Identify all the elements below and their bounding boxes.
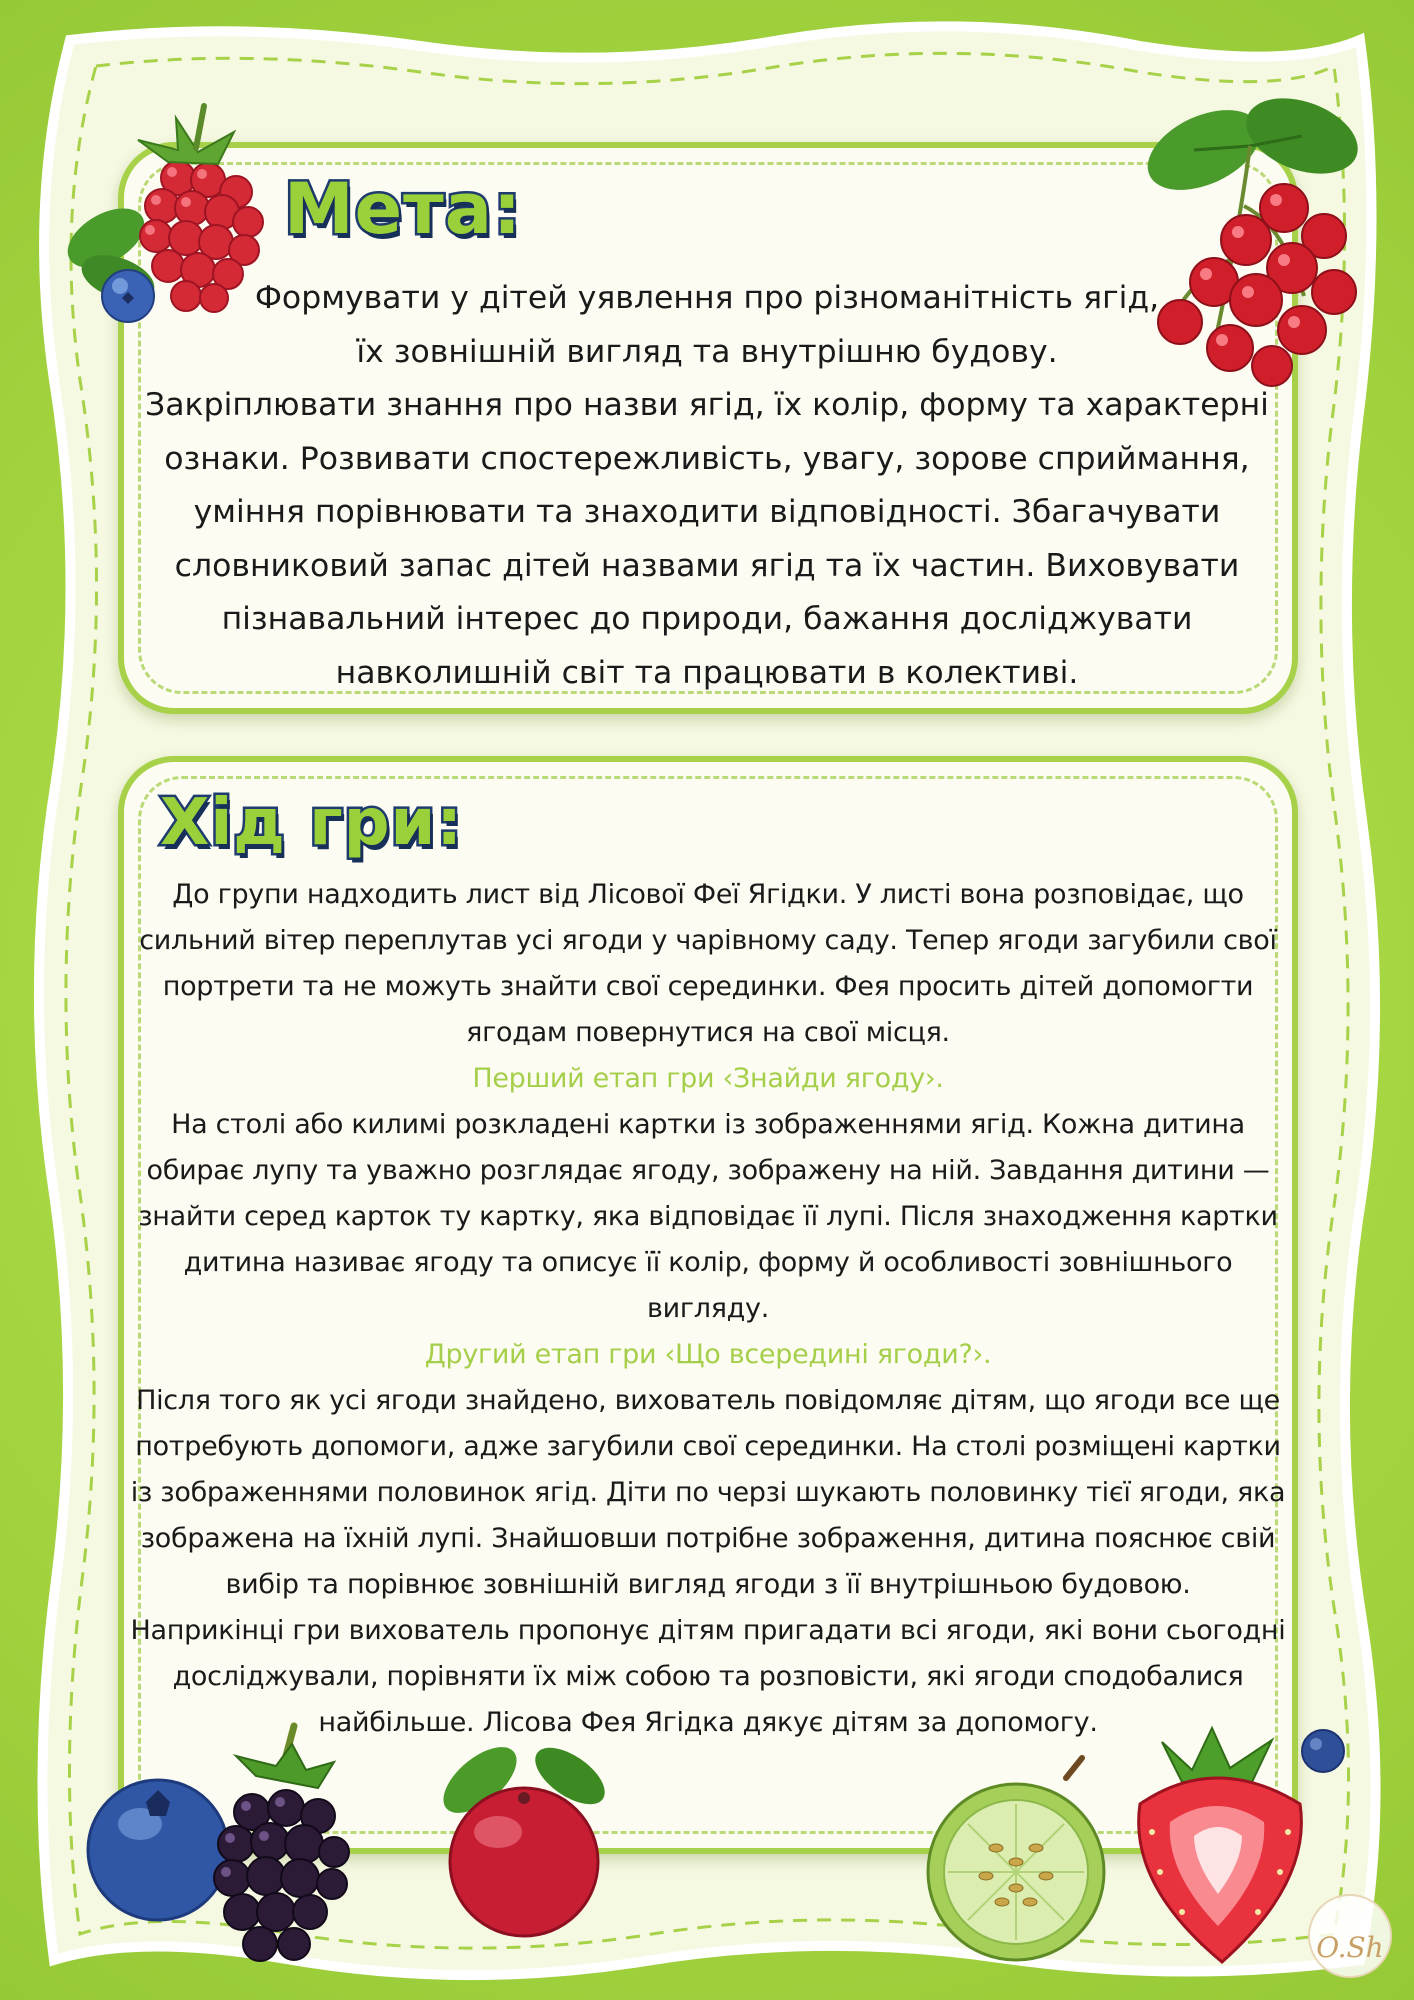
- goal-line: ознаки. Розвивати спостережливість, увагу, зорове сприймання,: [164, 440, 1250, 477]
- stage-one-title: Перший етап гри ‹Знайди ягоду›.: [472, 1063, 944, 1094]
- goal-heading: Мета:: [284, 168, 522, 250]
- cranberry-illustration: [420, 1720, 620, 1945]
- game-process-text: [118, 872, 1298, 1746]
- blueberry-blackberry-illustration: [86, 1716, 356, 1981]
- gooseberry-illustration: [906, 1752, 1126, 1967]
- stage-two-line: потребують допомоги, адже загубили свої серединки. На столі розміщені картки: [135, 1431, 1281, 1462]
- goal-text: [124, 272, 1290, 700]
- stage-two-line: досліджували, порівняти їх між собою та розповісти, які ягоди сподобалися: [172, 1661, 1244, 1692]
- stage-two-line: зображена на їхній лупі. Знайшовши потрібне зображення, дитина пояснює свій: [140, 1523, 1276, 1554]
- stage-one-line: дитина називає ягоду та описує її колір, форму й особливості зовнішнього: [183, 1247, 1233, 1278]
- stage-two-line: найбільше. Лісова Фея Ягідка дякує дітям за допомогу.: [318, 1707, 1098, 1738]
- goal-line: навколишній світ та працювати в колективі.: [335, 654, 1079, 691]
- stage-two-line: із зображеннями половинок ягід. Діти по черзі шукають половинку тієї ягоди, яка: [130, 1477, 1286, 1508]
- raspberry-illustration: [58, 88, 288, 333]
- watermark-text: O.Sh: [1316, 1931, 1384, 1964]
- intro-line: сильний вітер переплутав усі ягоди у чарівному саду. Тепер ягоди загубили свої: [139, 925, 1277, 956]
- author-watermark: [1308, 1894, 1392, 1978]
- goal-line: уміння порівнювати та знаходити відповідності. Збагачувати: [193, 494, 1221, 530]
- small-blueberry-illustration: [1298, 1726, 1348, 1776]
- stage-two-title: Другий етап гри ‹Що всередині ягоди?›.: [424, 1339, 992, 1370]
- stage-two-line: вибір та порівнює зовнішній вигляд ягоди з її внутрішньою будовою.: [225, 1569, 1191, 1600]
- strawberry-illustration: [1112, 1712, 1322, 1972]
- stage-one-line: вигляду.: [647, 1293, 769, 1324]
- goal-line: словниковий запас дітей назвами ягід та їх частин. Виховувати: [174, 547, 1240, 584]
- goal-line: Закріплювати знання про назви ягід, їх колір, форму та характерні: [145, 387, 1269, 423]
- goal-line: їх зовнішній вигляд та внутрішню будову.: [356, 333, 1058, 370]
- intro-line: ягодам повернутися на свої місця.: [466, 1017, 950, 1048]
- intro-line: портрети та не можуть знайти свої серединки. Фея просить дітей допомогти: [162, 971, 1254, 1002]
- stage-two-line: Після того як усі ягоди знайдено, вихователь повідомляє дітям, що ягоди все ще: [136, 1385, 1280, 1416]
- game-process-heading: Хід гри:: [160, 786, 463, 860]
- goal-line: пізнавальний інтерес до природи, бажання досліджувати: [221, 601, 1193, 637]
- stage-one-line: знайти серед карток ту картку, яка відповідає її лупі. Після знаходження картки: [138, 1201, 1278, 1232]
- stage-two-line: Наприкінці гри вихователь пропонує дітям пригадати всі ягоди, які вони сьогодні: [130, 1615, 1286, 1646]
- stage-one-line: На столі або килимі розкладені картки із зображеннями ягід. Кожна дитина: [171, 1109, 1245, 1140]
- red-currant-illustration: [1134, 86, 1374, 391]
- intro-line: До групи надходить лист від Лісової Феї Ягідки. У листі вона розповідає, що: [172, 879, 1244, 910]
- goal-line: Формувати у дітей уявлення про різноманітність ягід,: [254, 280, 1160, 316]
- stage-one-line: обирає лупу та уважно розглядає ягоду, зображену на ній. Завдання дитини —: [146, 1155, 1270, 1186]
